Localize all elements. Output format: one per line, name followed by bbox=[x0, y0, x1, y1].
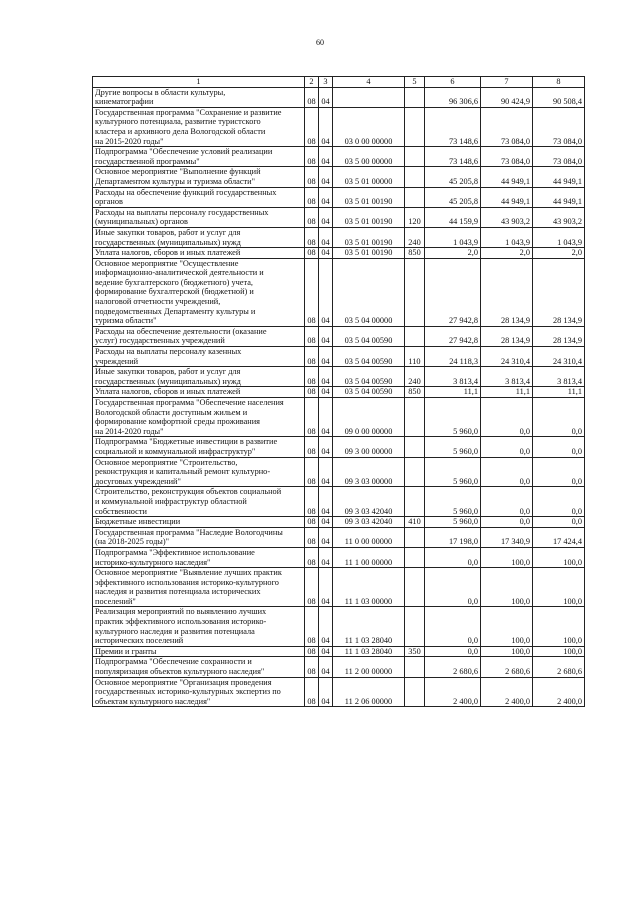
expense-type-cell bbox=[405, 167, 425, 187]
table-row bbox=[93, 248, 585, 259]
section-code-cell: 08 bbox=[305, 387, 319, 398]
amount-year2-cell: 100,0 bbox=[481, 646, 533, 657]
expense-type-cell bbox=[405, 147, 425, 167]
amount-year2-cell: 73 084,0 bbox=[481, 107, 533, 146]
row-name-cell: Государственная программа "Сохранение и развитие культурного потенциала, развитие туристского кластера и архивного дела Вологодской области на 2015-2020 годы" bbox=[93, 107, 305, 146]
table-row bbox=[93, 207, 585, 227]
amount-year3-cell: 3 813,4 bbox=[533, 367, 585, 387]
target-item-cell: 03 5 01 00190 bbox=[333, 187, 405, 207]
subsection-code-cell: 04 bbox=[319, 646, 333, 657]
amount-year3-cell: 28 134,9 bbox=[533, 258, 585, 326]
row-name-cell: Основное мероприятие "Выявление лучших практик эффективного использования историко-культурного наследия и развития потенциала исторических поселений" bbox=[93, 568, 305, 607]
subsection-code-cell: 04 bbox=[319, 607, 333, 646]
amount-year2-cell: 90 424,9 bbox=[481, 87, 533, 107]
row-name-cell: Премии и гранты bbox=[93, 646, 305, 657]
row-name-cell: Государственная программа "Обеспечение населения Вологодской области доступным жильем и формирование комфортной среды проживания на 2014-2020 годы" bbox=[93, 398, 305, 437]
subsection-code-cell: 04 bbox=[319, 227, 333, 247]
target-item-cell: 11 2 00 00000 bbox=[333, 657, 405, 677]
table-row bbox=[93, 527, 585, 547]
amount-year3-cell: 2 680,6 bbox=[533, 657, 585, 677]
table-row bbox=[93, 646, 585, 657]
amount-year2-cell: 100,0 bbox=[481, 607, 533, 646]
row-name-cell: Подпрограмма "Обеспечение сохранности и популяризация объектов культурного наследия" bbox=[93, 657, 305, 677]
subsection-code-cell: 04 bbox=[319, 527, 333, 547]
target-item-cell: 11 1 00 00000 bbox=[333, 547, 405, 567]
amount-year2-cell: 100,0 bbox=[481, 568, 533, 607]
budget-table bbox=[92, 76, 585, 707]
header-cell: 6 bbox=[425, 77, 481, 88]
row-name-cell: Расходы на выплаты персоналу государственных (муниципальных) органов bbox=[93, 207, 305, 227]
amount-year3-cell: 44 949,1 bbox=[533, 187, 585, 207]
amount-year2-cell: 11,1 bbox=[481, 387, 533, 398]
target-item-cell: 03 5 04 00590 bbox=[333, 326, 405, 346]
table-row bbox=[93, 167, 585, 187]
expense-type-cell bbox=[405, 568, 425, 607]
expense-type-cell: 240 bbox=[405, 227, 425, 247]
subsection-code-cell: 04 bbox=[319, 398, 333, 437]
row-name-cell: Иные закупки товаров, работ и услуг для государственных (муниципальных) нужд bbox=[93, 227, 305, 247]
row-name-cell: Строительство, реконструкция объектов социальной и коммунальной инфраструктур областной собственности bbox=[93, 487, 305, 517]
target-item-cell: 09 3 03 42040 bbox=[333, 517, 405, 528]
amount-year3-cell: 0,0 bbox=[533, 487, 585, 517]
amount-year2-cell: 28 134,9 bbox=[481, 258, 533, 326]
amount-year3-cell: 1 043,9 bbox=[533, 227, 585, 247]
table-row bbox=[93, 487, 585, 517]
table-row bbox=[93, 457, 585, 487]
row-name-cell: Основное мероприятие "Выполнение функций Департаментом культуры и туризма области" bbox=[93, 167, 305, 187]
amount-year1-cell: 5 960,0 bbox=[425, 487, 481, 517]
subsection-code-cell: 04 bbox=[319, 517, 333, 528]
expense-type-cell bbox=[405, 87, 425, 107]
row-name-cell: Основное мероприятие "Строительство, реконструкция и капитальный ремонт культурно- досуговых учреждений" bbox=[93, 457, 305, 487]
section-code-cell: 08 bbox=[305, 107, 319, 146]
target-item-cell: 03 5 01 00190 bbox=[333, 207, 405, 227]
amount-year3-cell: 11,1 bbox=[533, 387, 585, 398]
amount-year1-cell: 73 148,6 bbox=[425, 107, 481, 146]
amount-year3-cell: 73 084,0 bbox=[533, 107, 585, 146]
amount-year1-cell: 5 960,0 bbox=[425, 437, 481, 457]
expense-type-cell: 850 bbox=[405, 248, 425, 259]
header-cell: 2 bbox=[305, 77, 319, 88]
amount-year1-cell: 0,0 bbox=[425, 547, 481, 567]
expense-type-cell: 410 bbox=[405, 517, 425, 528]
expense-type-cell bbox=[405, 607, 425, 646]
amount-year2-cell: 0,0 bbox=[481, 398, 533, 437]
expense-type-cell bbox=[405, 677, 425, 707]
subsection-code-cell: 04 bbox=[319, 677, 333, 707]
expense-type-cell bbox=[405, 326, 425, 346]
target-item-cell: 03 5 01 00000 bbox=[333, 167, 405, 187]
expense-type-cell bbox=[405, 187, 425, 207]
row-name-cell: Основное мероприятие "Организация проведения государственных историко-культурных экспертиз по объектам культурного наследия" bbox=[93, 677, 305, 707]
header-cell: 4 bbox=[333, 77, 405, 88]
amount-year1-cell: 5 960,0 bbox=[425, 517, 481, 528]
expense-type-cell bbox=[405, 487, 425, 517]
section-code-cell: 08 bbox=[305, 258, 319, 326]
amount-year2-cell: 0,0 bbox=[481, 487, 533, 517]
expense-type-cell bbox=[405, 527, 425, 547]
target-item-cell: 11 1 03 28040 bbox=[333, 607, 405, 646]
section-code-cell: 08 bbox=[305, 207, 319, 227]
subsection-code-cell: 04 bbox=[319, 457, 333, 487]
target-item-cell: 09 3 03 42040 bbox=[333, 487, 405, 517]
amount-year1-cell: 11,1 bbox=[425, 387, 481, 398]
row-name-cell: Бюджетные инвестиции bbox=[93, 517, 305, 528]
expense-type-cell bbox=[405, 258, 425, 326]
row-name-cell: Расходы на обеспечение деятельности (оказание услуг) государственных учреждений bbox=[93, 326, 305, 346]
subsection-code-cell: 04 bbox=[319, 657, 333, 677]
amount-year3-cell: 0,0 bbox=[533, 437, 585, 457]
header-cell: 3 bbox=[319, 77, 333, 88]
section-code-cell: 08 bbox=[305, 187, 319, 207]
target-item-cell bbox=[333, 87, 405, 107]
amount-year1-cell: 0,0 bbox=[425, 646, 481, 657]
row-name-cell: Государственная программа "Наследие Вологодчины (на 2018-2025 годы)" bbox=[93, 527, 305, 547]
subsection-code-cell: 04 bbox=[319, 568, 333, 607]
table-row bbox=[93, 547, 585, 567]
expense-type-cell: 110 bbox=[405, 347, 425, 367]
section-code-cell: 08 bbox=[305, 527, 319, 547]
section-code-cell: 08 bbox=[305, 547, 319, 567]
amount-year1-cell: 44 159,9 bbox=[425, 207, 481, 227]
target-item-cell: 11 2 06 00000 bbox=[333, 677, 405, 707]
table-row bbox=[93, 398, 585, 437]
subsection-code-cell: 04 bbox=[319, 207, 333, 227]
subsection-code-cell: 04 bbox=[319, 187, 333, 207]
amount-year2-cell: 3 813,4 bbox=[481, 367, 533, 387]
amount-year2-cell: 43 903,2 bbox=[481, 207, 533, 227]
target-item-cell: 03 5 00 00000 bbox=[333, 147, 405, 167]
subsection-code-cell: 04 bbox=[319, 367, 333, 387]
table-row bbox=[93, 347, 585, 367]
header-cell: 1 bbox=[93, 77, 305, 88]
table-row bbox=[93, 568, 585, 607]
amount-year2-cell: 100,0 bbox=[481, 547, 533, 567]
row-name-cell: Уплата налогов, сборов и иных платежей bbox=[93, 248, 305, 259]
amount-year3-cell: 0,0 bbox=[533, 457, 585, 487]
expense-type-cell bbox=[405, 107, 425, 146]
amount-year2-cell: 2 680,6 bbox=[481, 657, 533, 677]
amount-year3-cell: 100,0 bbox=[533, 547, 585, 567]
amount-year2-cell: 0,0 bbox=[481, 437, 533, 457]
table-body bbox=[93, 87, 585, 707]
row-name-cell: Подпрограмма "Обеспечение условий реализации государственной программы" bbox=[93, 147, 305, 167]
amount-year2-cell: 0,0 bbox=[481, 457, 533, 487]
expense-type-cell bbox=[405, 398, 425, 437]
subsection-code-cell: 04 bbox=[319, 326, 333, 346]
section-code-cell: 08 bbox=[305, 657, 319, 677]
section-code-cell: 08 bbox=[305, 568, 319, 607]
expense-type-cell: 240 bbox=[405, 367, 425, 387]
section-code-cell: 08 bbox=[305, 248, 319, 259]
subsection-code-cell: 04 bbox=[319, 437, 333, 457]
table-row bbox=[93, 87, 585, 107]
amount-year1-cell: 2 680,6 bbox=[425, 657, 481, 677]
table-row bbox=[93, 657, 585, 677]
amount-year2-cell: 28 134,9 bbox=[481, 326, 533, 346]
header-cell: 8 bbox=[533, 77, 585, 88]
section-code-cell: 08 bbox=[305, 167, 319, 187]
section-code-cell: 08 bbox=[305, 367, 319, 387]
amount-year2-cell: 73 084,0 bbox=[481, 147, 533, 167]
subsection-code-cell: 04 bbox=[319, 347, 333, 367]
amount-year3-cell: 2 400,0 bbox=[533, 677, 585, 707]
target-item-cell: 11 0 00 00000 bbox=[333, 527, 405, 547]
target-item-cell: 03 5 01 00190 bbox=[333, 227, 405, 247]
amount-year3-cell: 28 134,9 bbox=[533, 326, 585, 346]
amount-year3-cell: 2,0 bbox=[533, 248, 585, 259]
amount-year3-cell: 0,0 bbox=[533, 517, 585, 528]
subsection-code-cell: 04 bbox=[319, 167, 333, 187]
expense-type-cell bbox=[405, 437, 425, 457]
amount-year3-cell: 73 084,0 bbox=[533, 147, 585, 167]
row-name-cell: Иные закупки товаров, работ и услуг для государственных (муниципальных) нужд bbox=[93, 367, 305, 387]
target-item-cell: 03 5 04 00000 bbox=[333, 258, 405, 326]
amount-year2-cell: 44 949,1 bbox=[481, 167, 533, 187]
amount-year1-cell: 2 400,0 bbox=[425, 677, 481, 707]
amount-year2-cell: 44 949,1 bbox=[481, 187, 533, 207]
amount-year1-cell: 5 960,0 bbox=[425, 398, 481, 437]
header-cell: 5 bbox=[405, 77, 425, 88]
section-code-cell: 08 bbox=[305, 677, 319, 707]
amount-year1-cell: 0,0 bbox=[425, 568, 481, 607]
subsection-code-cell: 04 bbox=[319, 387, 333, 398]
amount-year3-cell: 43 903,2 bbox=[533, 207, 585, 227]
amount-year2-cell: 1 043,9 bbox=[481, 227, 533, 247]
amount-year3-cell: 24 310,4 bbox=[533, 347, 585, 367]
section-code-cell: 08 bbox=[305, 517, 319, 528]
amount-year1-cell: 96 306,6 bbox=[425, 87, 481, 107]
subsection-code-cell: 04 bbox=[319, 547, 333, 567]
subsection-code-cell: 04 bbox=[319, 248, 333, 259]
section-code-cell: 08 bbox=[305, 457, 319, 487]
table-row bbox=[93, 147, 585, 167]
section-code-cell: 08 bbox=[305, 147, 319, 167]
section-code-cell: 08 bbox=[305, 87, 319, 107]
amount-year1-cell: 45 205,8 bbox=[425, 187, 481, 207]
amount-year2-cell: 2,0 bbox=[481, 248, 533, 259]
expense-type-cell bbox=[405, 547, 425, 567]
subsection-code-cell: 04 bbox=[319, 107, 333, 146]
amount-year1-cell: 0,0 bbox=[425, 607, 481, 646]
target-item-cell: 03 0 00 00000 bbox=[333, 107, 405, 146]
section-code-cell: 08 bbox=[305, 437, 319, 457]
target-item-cell: 03 5 04 00590 bbox=[333, 387, 405, 398]
table-row bbox=[93, 607, 585, 646]
table-row bbox=[93, 107, 585, 146]
amount-year2-cell: 17 340,9 bbox=[481, 527, 533, 547]
page-number: 60 bbox=[316, 38, 324, 47]
amount-year3-cell: 100,0 bbox=[533, 607, 585, 646]
amount-year1-cell: 73 148,6 bbox=[425, 147, 481, 167]
target-item-cell: 11 1 03 00000 bbox=[333, 568, 405, 607]
amount-year1-cell: 2,0 bbox=[425, 248, 481, 259]
amount-year3-cell: 44 949,1 bbox=[533, 167, 585, 187]
section-code-cell: 08 bbox=[305, 398, 319, 437]
table-row bbox=[93, 187, 585, 207]
table-row bbox=[93, 258, 585, 326]
amount-year1-cell: 27 942,8 bbox=[425, 326, 481, 346]
amount-year2-cell: 24 310,4 bbox=[481, 347, 533, 367]
row-name-cell: Уплата налогов, сборов и иных платежей bbox=[93, 387, 305, 398]
row-name-cell: Подпрограмма "Бюджетные инвестиции в развитие социальной и коммунальной инфраструктур" bbox=[93, 437, 305, 457]
amount-year2-cell: 0,0 bbox=[481, 517, 533, 528]
target-item-cell: 09 3 00 00000 bbox=[333, 437, 405, 457]
section-code-cell: 08 bbox=[305, 646, 319, 657]
section-code-cell: 08 bbox=[305, 607, 319, 646]
amount-year3-cell: 100,0 bbox=[533, 646, 585, 657]
section-code-cell: 08 bbox=[305, 326, 319, 346]
table-row bbox=[93, 367, 585, 387]
header-row bbox=[93, 77, 585, 88]
amount-year1-cell: 5 960,0 bbox=[425, 457, 481, 487]
amount-year1-cell: 17 198,0 bbox=[425, 527, 481, 547]
target-item-cell: 11 1 03 28040 bbox=[333, 646, 405, 657]
subsection-code-cell: 04 bbox=[319, 147, 333, 167]
table-row bbox=[93, 517, 585, 528]
expense-type-cell bbox=[405, 657, 425, 677]
target-item-cell: 09 0 00 00000 bbox=[333, 398, 405, 437]
section-code-cell: 08 bbox=[305, 347, 319, 367]
amount-year2-cell: 2 400,0 bbox=[481, 677, 533, 707]
expense-type-cell bbox=[405, 457, 425, 487]
section-code-cell: 08 bbox=[305, 487, 319, 517]
amount-year3-cell: 0,0 bbox=[533, 398, 585, 437]
amount-year3-cell: 100,0 bbox=[533, 568, 585, 607]
table-row bbox=[93, 387, 585, 398]
row-name-cell: Расходы на выплаты персоналу казенных учреждений bbox=[93, 347, 305, 367]
row-name-cell: Основное мероприятие "Осуществление информационно-аналитической деятельности и ведение бухгалтерского (бюджетного) учета, формирование бухгалтерской (бюджетной) и налоговой отчетности учреждений, подведомственных Департаменту культуры и туризма области" bbox=[93, 258, 305, 326]
amount-year3-cell: 90 508,4 bbox=[533, 87, 585, 107]
table-row bbox=[93, 437, 585, 457]
subsection-code-cell: 04 bbox=[319, 487, 333, 517]
header-cell: 7 bbox=[481, 77, 533, 88]
target-item-cell: 09 3 03 00000 bbox=[333, 457, 405, 487]
expense-type-cell: 850 bbox=[405, 387, 425, 398]
amount-year1-cell: 24 118,3 bbox=[425, 347, 481, 367]
amount-year1-cell: 45 205,8 bbox=[425, 167, 481, 187]
row-name-cell: Подпрограмма "Эффективное использование историко-культурного наследия" bbox=[93, 547, 305, 567]
table-row bbox=[93, 326, 585, 346]
row-name-cell: Другие вопросы в области культуры, кинематографии bbox=[93, 87, 305, 107]
target-item-cell: 03 5 01 00190 bbox=[333, 248, 405, 259]
amount-year1-cell: 1 043,9 bbox=[425, 227, 481, 247]
amount-year1-cell: 27 942,8 bbox=[425, 258, 481, 326]
row-name-cell: Реализация мероприятий по выявлению лучших практик эффективного использования историко- культурного наследия и развития потенциала исторических поселений bbox=[93, 607, 305, 646]
expense-type-cell: 350 bbox=[405, 646, 425, 657]
table-row bbox=[93, 677, 585, 707]
section-code-cell: 08 bbox=[305, 227, 319, 247]
expense-type-cell: 120 bbox=[405, 207, 425, 227]
target-item-cell: 03 5 04 00590 bbox=[333, 347, 405, 367]
subsection-code-cell: 04 bbox=[319, 87, 333, 107]
table-row bbox=[93, 227, 585, 247]
target-item-cell: 03 5 04 00590 bbox=[333, 367, 405, 387]
amount-year1-cell: 3 813,4 bbox=[425, 367, 481, 387]
row-name-cell: Расходы на обеспечение функций государственных органов bbox=[93, 187, 305, 207]
subsection-code-cell: 04 bbox=[319, 258, 333, 326]
amount-year3-cell: 17 424,4 bbox=[533, 527, 585, 547]
